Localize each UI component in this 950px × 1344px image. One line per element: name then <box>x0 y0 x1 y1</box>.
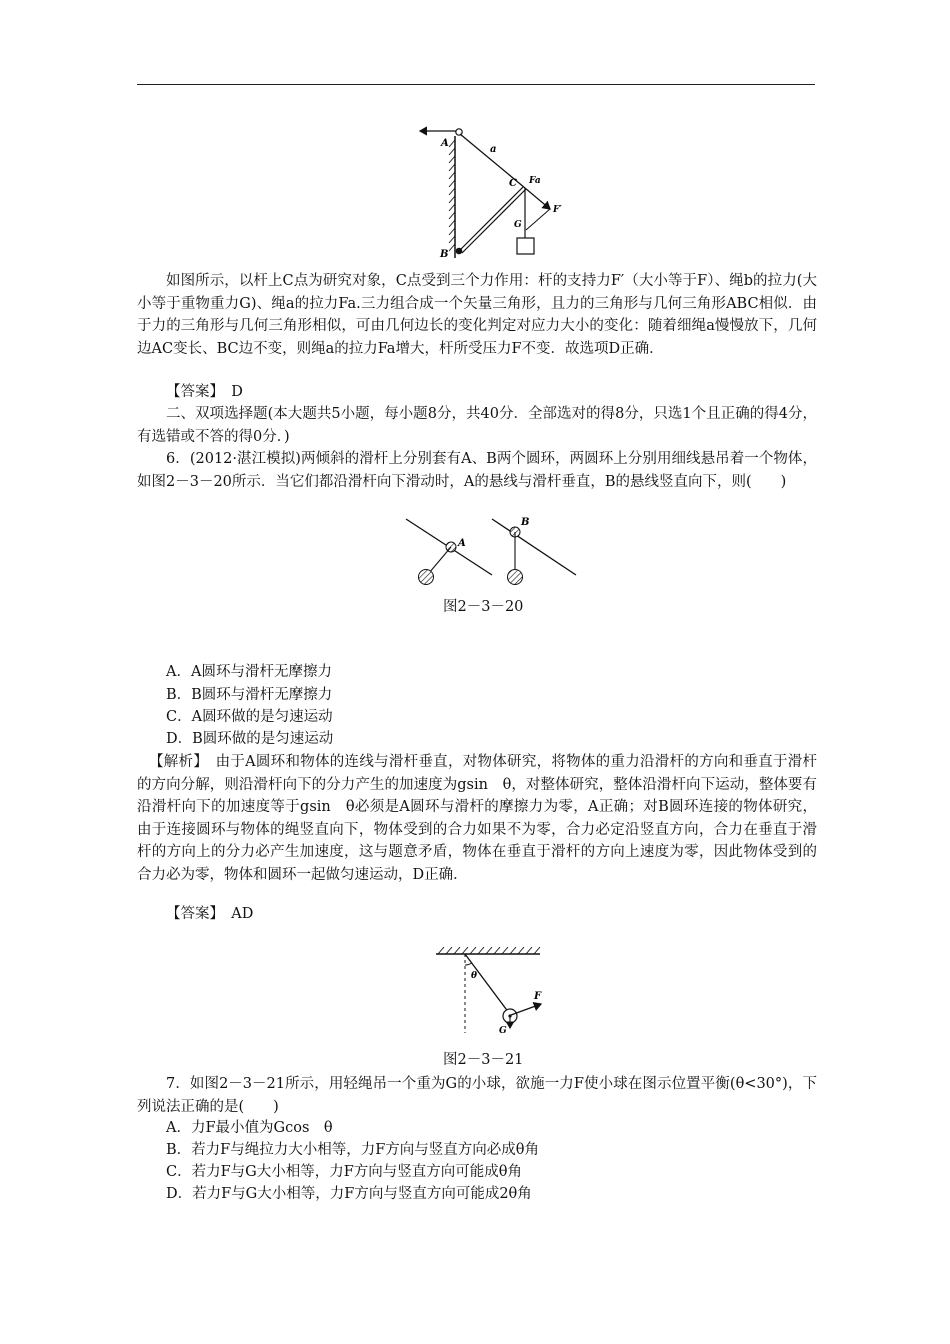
label-theta: θ <box>471 971 478 981</box>
answer-q5: 【答案】 D <box>166 384 243 400</box>
label-fprime: F′ <box>553 205 562 215</box>
q7-option-c: C．若力F与G大小相等，力F方向与竖直方向可能成θ角 <box>166 1164 523 1180</box>
label-fa: Fa <box>529 176 541 186</box>
label-c-point: C <box>509 178 517 189</box>
hinge-b <box>456 248 463 255</box>
mass-a <box>419 570 434 585</box>
q6-option-d: D．B圆环做的是匀速运动 <box>166 731 334 747</box>
figure-caption-2-3-20: 图2－3－20 <box>443 599 524 615</box>
answer-q6: 【答案】 AD <box>166 906 254 922</box>
force-triangle-edge <box>526 209 550 230</box>
label-a-point: A <box>441 138 449 149</box>
label-g: G <box>514 220 522 230</box>
question-6-stem: 6．(2012·湛江模拟)两倾斜的滑杆上分别套有A、B两个圆环，两圆环上分别用细线悬吊着一个物体，如图2－3－20所示．当它们都沿滑杆向下滑动时，A的悬线与滑杆垂直，B的悬线竖直向下，则( ) <box>137 451 817 490</box>
analysis-q5: 如图所示，以杆上C点为研究对象，C点受到三个力作用：杆的支持力F′（大小等于F）、绳b的拉力(大小等于重物重力G)、绳a的拉力Fa.三力组合成一个矢量三角形，且力的三角形与几何三角形ABC相似．由于力的三角形与几何三角形相似，可由几何边长的变化判定对应力大小的变化：随着细绳a慢慢放下，几何边AC变长、BC边不变，则绳a的拉力Fa增大，杆所受压力F不变．故选项D正确． <box>137 273 817 357</box>
force-fprime-arrow <box>525 188 550 209</box>
label-ring-b: B <box>521 517 530 528</box>
figure-caption-2-3-21: 图2－3－21 <box>443 1052 524 1068</box>
ceiling-hatching <box>438 947 540 954</box>
section-two-heading: 二、双项选择题(本大题共5小题，每小题8分，共40分．全部选对的得8分，只选1个且正确的得4分，有选错或不答的得0分．) <box>137 406 817 445</box>
rope <box>465 954 509 1013</box>
q6-option-c: C．A圆环做的是匀速运动 <box>166 709 333 725</box>
header-rule <box>137 84 815 85</box>
wall-hatching <box>449 140 455 251</box>
label-f: F <box>534 991 542 1002</box>
q7-option-b: B．若力F与绳拉力大小相等，力F方向与竖直方向必成θ角 <box>166 1142 540 1158</box>
rod-bc <box>459 187 523 251</box>
rod-b <box>492 519 576 575</box>
q6-option-a: A．A圆环与滑杆无摩擦力 <box>166 664 332 680</box>
weight-box <box>517 238 534 254</box>
label-ring-a: A <box>458 538 466 549</box>
question-7-stem: 7．如图2－3－21所示，用轻绳吊一个重为G的小球，欲施一力F使小球在图示位置平衡(θ<30°)，下列说法正确的是( ) <box>137 1076 817 1115</box>
mass-b <box>508 570 523 585</box>
q6-option-b: B．B圆环与滑杆无摩擦力 <box>166 687 333 703</box>
q7-option-d: D．若力F与G大小相等，力F方向与竖直方向可能成2θ角 <box>166 1186 532 1202</box>
analysis-q6: 【解析】 由于A圆环和物体的连线与滑杆垂直，对物体研究，将物体的重力沿滑杆的方向和垂直于滑杆的方向分解，则沿滑杆向下的分力产生的加速度为gsin θ，对整体研究，整体沿滑杆向下运动，整体要有沿滑杆向下的加速度等于gsin θ必须是A圆环与滑杆的摩擦力为零，A正确；对B圆环连接的物体研究，由于连接圆环与物体的绳竖直向下，物体受到的合力如果不为零，合力必定沿竖直方向，合力在垂直于滑杆的方向上的分力必产生加速度，这与题意矛盾，物体在垂直于滑杆的方向上速度为零，因此物体受到的合力必为零，物体和圆环一起做匀速运动，D正确． <box>137 754 817 883</box>
force-f-arrow <box>511 1004 541 1015</box>
label-rope-a: a <box>490 144 497 155</box>
angle-arc <box>465 963 472 965</box>
label-g-ball: G <box>499 1026 507 1035</box>
string-a <box>429 547 451 573</box>
figure-sliding-rings <box>400 512 590 592</box>
label-b-point: B <box>440 249 449 260</box>
figure-wall-rod-diagram <box>400 120 600 270</box>
q7-option-a: A．力F最小值为Gcos θ <box>166 1120 333 1136</box>
figure-hanging-ball <box>430 943 560 1035</box>
